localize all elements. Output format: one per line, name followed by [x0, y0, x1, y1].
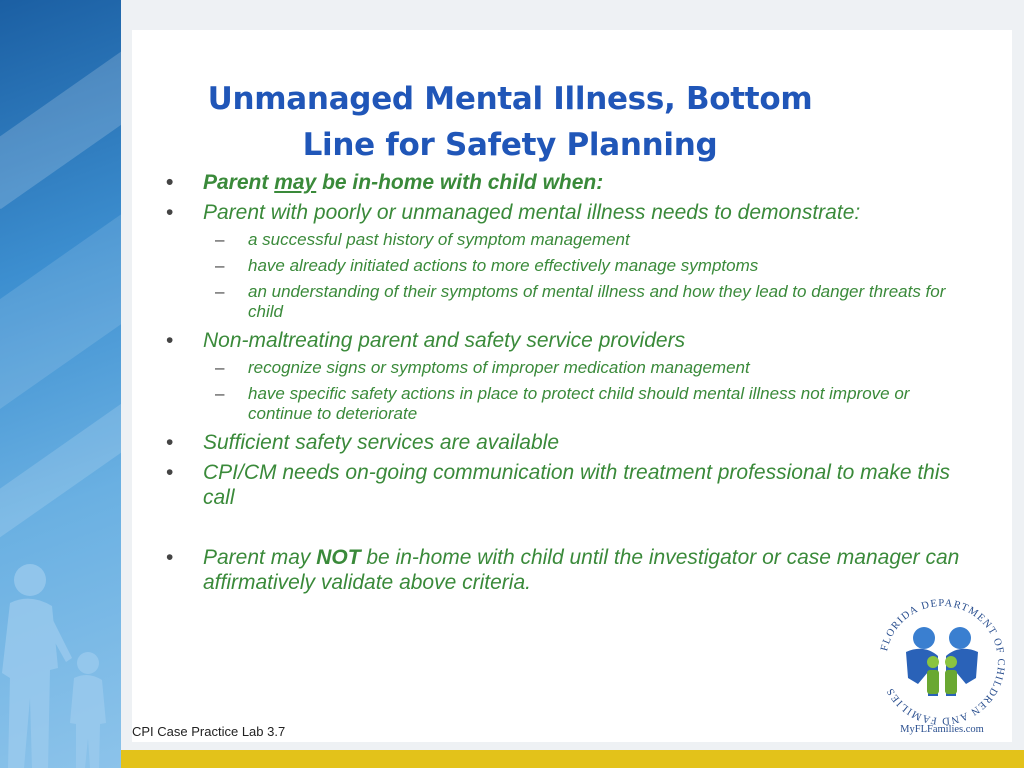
bullet-dot: • — [166, 546, 174, 569]
sub-bullet: – have specific safety actions in place to protect child should mental illness not improve or continue to deteriorate — [215, 384, 910, 423]
bullet-dot: • — [166, 461, 174, 484]
bullet-may-not-be-in-home: • Parent may NOT be in-home with child until the investigator or case manager can affirmatively validate above criteria. — [166, 546, 960, 594]
top-strip — [121, 0, 1024, 28]
title-line-1: Unmanaged Mental Illness, Bottom — [207, 81, 813, 117]
bullet-list — [160, 170, 960, 600]
logo-ring-text: FLORIDA DEPARTMENT OF CHILDREN AND FAMILIES — [879, 597, 1007, 727]
left-decorative-band — [0, 0, 121, 768]
slide-title — [165, 76, 855, 168]
bullet-dot: • — [166, 431, 174, 454]
parent-child-silhouette-image — [0, 558, 121, 768]
emphasis-not: NOT — [316, 546, 361, 569]
sub-bullet: – recognize signs or symptoms of improper medication management — [215, 358, 750, 377]
emphasis-may: may — [274, 171, 317, 194]
footer-label: CPI Case Practice Lab 3.7 — [132, 724, 286, 739]
bullet-may-be-in-home: • Parent may be in-home with child when: — [166, 171, 604, 194]
accent-bar — [121, 750, 1024, 768]
logo-site-text: MyFLFamilies.com — [900, 724, 984, 735]
sub-bullet: – a successful past history of symptom management — [215, 230, 630, 249]
title-line-2: Line for Safety Planning — [302, 127, 718, 163]
bullet-dot: • — [166, 201, 174, 224]
bullet-dot: • — [166, 171, 174, 194]
bullet-needs-to-demonstrate: • Parent with poorly or unmanaged mental illness needs to demonstrate: — [166, 201, 861, 224]
bullet-safety-services: • Sufficient safety services are available — [166, 431, 560, 454]
bullet-dot: • — [166, 329, 174, 352]
dcf-logo — [872, 592, 1012, 740]
sub-bullet: – have already initiated actions to more effectively manage symptoms — [215, 256, 759, 275]
sub-bullet: – an understanding of their symptoms of mental illness and how they lead to danger threats for child — [215, 282, 946, 321]
bullet-communication: • CPI/CM needs on-going communication with treatment professional to make this call — [166, 461, 951, 509]
bullet-non-maltreating-parent: • Non-maltreating parent and safety service providers — [166, 329, 686, 352]
